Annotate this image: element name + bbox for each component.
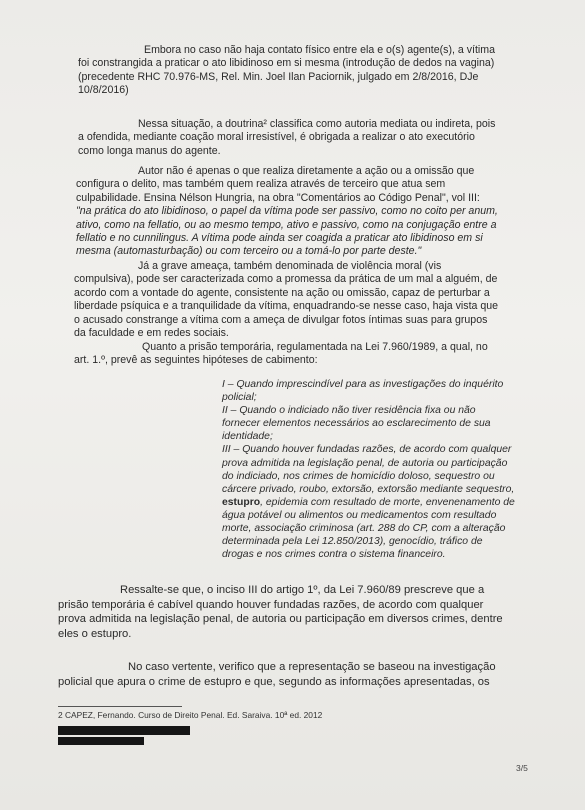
paragraph-5: [74, 341, 552, 368]
quote-line: morte, associação criminosa (art. 288 do CP, com a alteração: [222, 523, 506, 535]
text-line: "na prática do ato libidinoso, o papel da vítima pode ser passivo, como no coito per anum,: [76, 205, 498, 218]
law-quote: [222, 378, 552, 561]
text-line: como longa manus do agente.: [78, 144, 221, 157]
text-line: prova admitida na legislação penal, de autoria ou participação em diversos crimes, dentre: [58, 613, 503, 626]
text-line: Já a grave ameaça, também denominada de violência moral (vis: [138, 260, 442, 272]
quote-line: cárcere privado, roubo, extorsão, extorsão mediante sequestro,: [222, 483, 515, 495]
quote-line: [222, 496, 552, 509]
text-line: Nessa situação, a doutrina² classifica como autoria mediata ou indireta, pois: [138, 118, 496, 130]
footnote: 2 CAPEZ, Fernando. Curso de Direito Penal. Ed. Saraiva. 10ª ed. 2012: [58, 710, 323, 720]
quote-line: policial;: [222, 392, 257, 404]
text-line: a ofendida, mediante coação moral irresistível, é obrigada a realizar o ato executório: [78, 131, 475, 144]
text-line: da faculdade e em redes sociais.: [74, 327, 229, 340]
text-line: culpabilidade. Ensina Nélson Hungria, na obra "Comentários ao Código Penal", vol III:: [76, 191, 480, 204]
paragraph-3: [76, 165, 550, 259]
text-line: foi constrangida a praticar o ato libidinoso em si mesma (introdução de dedos na vagina): [78, 57, 495, 70]
text-line: Autor não é apenas o que realiza diretamente a ação ou a omissão que: [138, 165, 475, 177]
text-line: (precedente RHC 70.976-MS, Rel. Min. Joel Ilan Paciornik, julgado em 2/8/2016, DJe: [78, 70, 479, 83]
text-line: mesma (automasturbação) ou com terceiro ou a tomá-lo por parte deste.": [76, 245, 422, 258]
quote-line: fornecer elementos necessários ao esclarecimento de sua: [222, 418, 491, 430]
text-line: Embora no caso não haja contato físico entre ela e o(s) agente(s), a vítima: [144, 44, 495, 56]
paragraph-4: [74, 260, 552, 340]
text-line: No caso vertente, verifico que a representação se baseou na investigação: [128, 661, 496, 673]
text-line: liberdade psíquica e a tranquilidade da vítima, enquadrando-se nesse caso, haja vista que: [74, 300, 499, 313]
quote-line-rest: , epidemia com resultado de morte, envenenamento de: [260, 496, 515, 508]
paragraph-2: [78, 118, 548, 158]
redaction-bar: [58, 726, 190, 735]
quote-line: II – Quando o indiciado não tiver residência fixa ou não: [222, 405, 476, 417]
text-line: eles o estupro.: [58, 627, 132, 640]
paragraph-1: [78, 44, 548, 98]
text-line: prisão temporária é cabível quando houver fundadas razões, de acordo com qualquer: [58, 598, 484, 611]
paragraph-7: [58, 660, 552, 689]
quote-line: do indiciado, nos crimes de homicídio doloso, sequestro ou: [222, 470, 495, 482]
footnote-divider: [58, 706, 182, 707]
quote-line: drogas e nos crimes contra o sistema financeiro.: [222, 549, 446, 561]
text-line: fellatio e no cunnilingus. A vítima pode ainda ser coagida a praticar ato libidinoso em si: [76, 232, 483, 245]
bold-term: estupro: [222, 496, 261, 508]
page-number: 3/5: [516, 763, 528, 773]
text-line: acordo com a vontade do agente, consistente na ação ou omissão, capaz de perturbar a: [74, 286, 490, 299]
text-line: policial que apura o crime de estupro e que, segundo as informações apresentadas, os: [58, 675, 490, 688]
quote-line: I – Quando imprescindível para as investigações do inquérito: [222, 379, 504, 390]
quote-line: identidade;: [222, 431, 273, 443]
text-line: 10/8/2016): [78, 84, 129, 97]
text-line: ativo, como na fellatio, ou ao mesmo tempo, ativo e passivo, como na conjugação entre a: [76, 218, 497, 231]
text-line: art. 1.º, prevê as seguintes hipóteses de cabimento:: [74, 354, 318, 367]
text-line: o acusado constrange a vítima com a ameça de divulgar fotos íntimas suas para grupos: [74, 313, 488, 326]
quote-line: água potável ou alimentos ou medicamentos com resultado: [222, 509, 497, 521]
text-line: Ressalte-se que, o inciso III do artigo 1º, da Lei 7.960/89 prescreve que a: [120, 584, 485, 596]
quote-line: determinada pela Lei 12.850/2013), genocídio, tráfico de: [222, 536, 483, 548]
quote-line: III – Quando houver fundadas razões, de acordo com qualquer: [222, 444, 512, 456]
paragraph-6: [58, 583, 552, 641]
text-line: Quanto a prisão temporária, regulamentada na Lei 7.960/1989, a qual, no: [142, 341, 488, 353]
quote-line: prova admitida na legislação penal, de autoria ou participação: [222, 457, 508, 469]
text-line: compulsiva), pode ser caracterizada como a promessa da prática de um mal a alguém, de: [74, 273, 498, 286]
text-line: configura o delito, mas também quem realiza através de terceiro que atua sem: [76, 178, 446, 191]
redaction-bar: [58, 737, 144, 745]
